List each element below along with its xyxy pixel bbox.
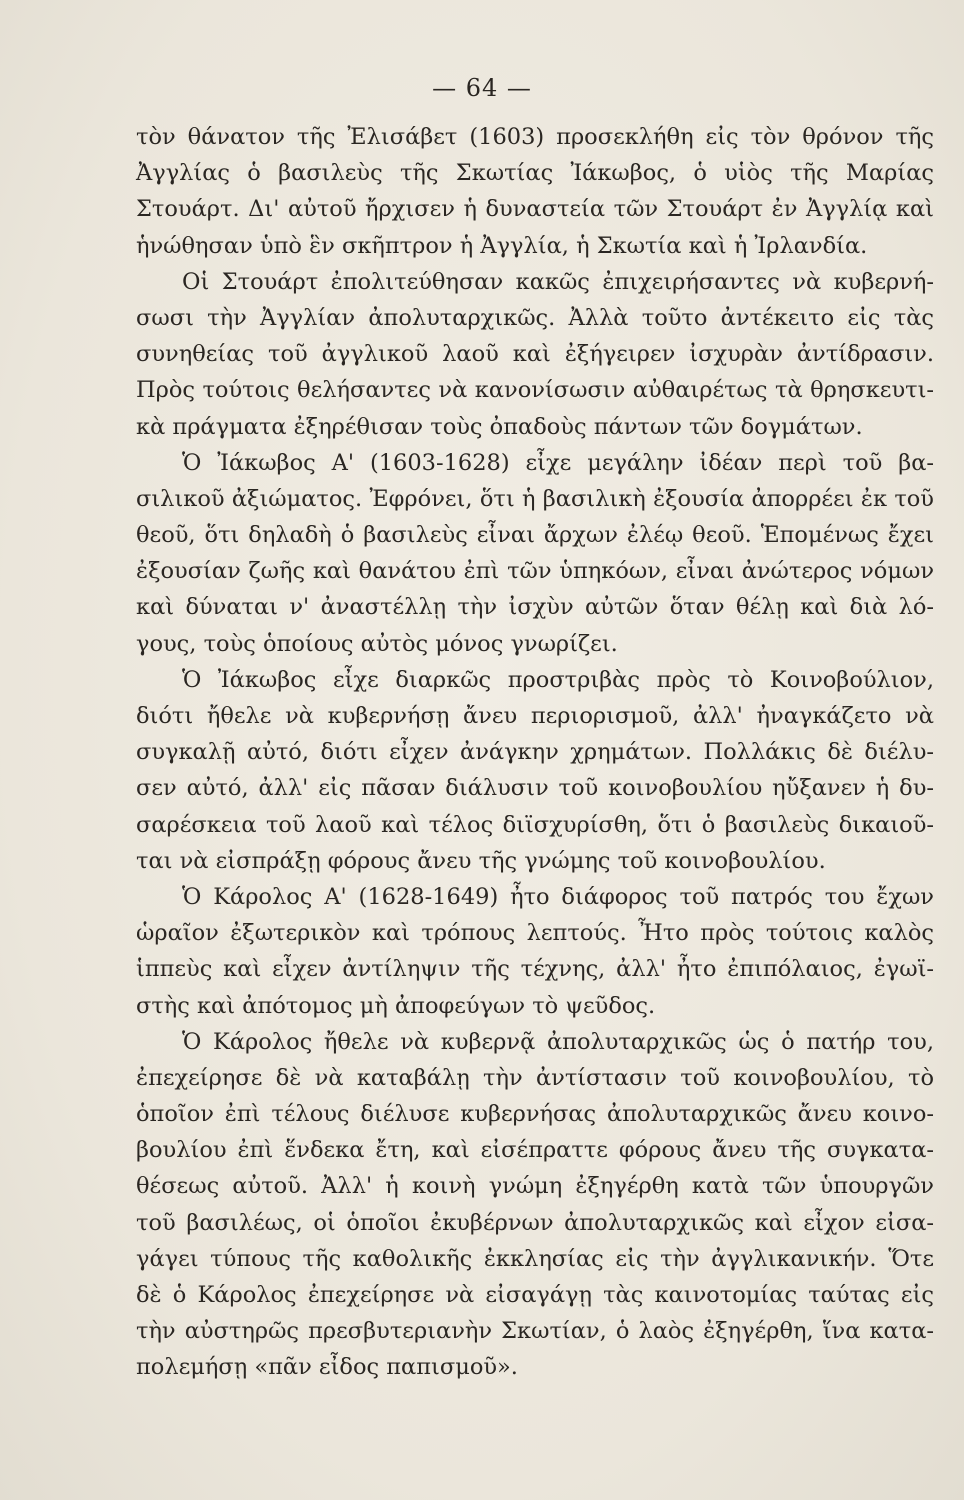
text-line: σωσι τὴν Ἀγγλίαν ἀπολυταρχικῶς. Ἀλλὰ τοῦτο ἀντέκειτο εἰς τὰς [136, 304, 934, 331]
text-line: σαρέσκεια τοῦ λαοῦ καὶ τέλος διϊσχυρίσθη, ὅτι ὁ βασιλεὺς δικαιοῦ- [136, 811, 934, 838]
text-line: γους, τοὺς ὁποίους αὐτὸς μόνος γνωρίζει. [136, 630, 618, 657]
text-line: δὲ ὁ Κάρολος ἐπεχείρησε νὰ εἰσαγάγῃ τὰς καινοτομίας ταύτας εἰς [136, 1282, 934, 1308]
body-text [136, 119, 934, 1386]
text-line: βουλίου ἐπὶ ἕνδεκα ἔτη, καὶ εἰσέπραττε φόρους ἄνευ τῆς συγκατα- [136, 1137, 934, 1164]
text-line: ἐξουσίαν ζωῆς καὶ θανάτου ἐπὶ τῶν ὑπηκόων, εἶναι ἀνώτερος νόμων [136, 558, 934, 585]
text-line: συνηθείας τοῦ ἀγγλικοῦ λαοῦ καὶ ἐξήγειρεν ἰσχυρὰν ἀντίδρασιν. [136, 341, 934, 368]
text-line: καὶ δύναται ν' ἀναστέλλῃ τὴν ἰσχὺν αὐτῶν ὅταν θέλῃ καὶ διὰ λό- [136, 594, 934, 621]
text-line: τὸν θάνατον τῆς Ἐλισάβετ (1603) προσεκλήθη εἰς τὸν θρόνον τῆς [136, 124, 934, 150]
text-line: Ὁ Ἰάκωβος εἶχε διαρκῶς προστριβὰς πρὸς τὸ Κοινοβούλιον, [182, 666, 934, 693]
text-line: τὴν αὐστηρῶς πρεσβυτεριανὴν Σκωτίαν, ὁ λαὸς ἐξηγέρθη, ἵνα κατα- [136, 1318, 934, 1345]
text-line: διότι ἤθελε νὰ κυβερνήσῃ ἄνευ περιορισμοῦ, ἀλλ' ἠναγκάζετο νὰ [136, 703, 934, 729]
text-line: ὡραῖον ἐξωτερικὸν καὶ τρόπους λεπτούς. Ἦτο πρὸς τούτοις καλὸς [136, 920, 934, 947]
text-line: Στουάρτ. Δι' αὐτοῦ ἤρχισεν ἡ δυναστεία τῶν Στουάρτ ἐν Ἀγγλίᾳ καὶ [136, 196, 934, 223]
text-line: Πρὸς τούτοις θελήσαντες νὰ κανονίσωσιν αὐθαιρέτως τὰ θρησκευτι- [136, 377, 934, 404]
text-line: θέσεως αὐτοῦ. Ἀλλ' ἡ κοινὴ γνώμη ἐξηγέρθη κατὰ τῶν ὑπουργῶν [136, 1173, 934, 1200]
text-line: κὰ πράγματα ἐξηρέθισαν τοὺς ὀπαδοὺς πάντων τῶν δογμάτων. [136, 413, 863, 440]
text-line: ἡνώθησαν ὑπὸ ἓν σκῆπτρον ἡ Ἀγγλία, ἡ Σκωτία καὶ ἡ Ἰρλανδία. [136, 232, 868, 259]
text-line: θεοῦ, ὅτι δηλαδὴ ὁ βασιλεὺς εἶναι ἄρχων ἐλέῳ θεοῦ. Ἑπομένως ἔχει [136, 522, 934, 549]
text-line: σιλικοῦ ἀξιώματος. Ἐφρόνει, ὅτι ἡ βασιλικὴ ἐξουσία ἀπορρέει ἐκ τοῦ [136, 485, 934, 512]
text-line: συγκαλῇ αὐτό, διότι εἶχεν ἀνάγκην χρημάτων. Πολλάκις δὲ διέλυ- [136, 739, 934, 766]
text-line: ται νὰ εἰσπράξῃ φόρους ἄνευ τῆς γνώμης τοῦ κοινοβουλίου. [136, 847, 826, 874]
text-line: Ὁ Κάρολος ἤθελε νὰ κυβερνᾷ ἀπολυταρχικῶς ὡς ὁ πατήρ του, [182, 1028, 934, 1055]
text-line: σεν αὐτό, ἀλλ' εἰς πᾶσαν διάλυσιν τοῦ κοινοβουλίου ηὔξανεν ἡ δυ- [136, 775, 934, 802]
text-line: τοῦ βασιλέως, οἱ ὁποῖοι ἐκυβέρνων ἀπολυταρχικῶς καὶ εἶχον εἰσα- [136, 1209, 934, 1236]
text-line: πολεμήσῃ «πᾶν εἶδος παπισμοῦ». [136, 1354, 518, 1381]
text-line: στὴς καὶ ἀπότομος μὴ ἀποφεύγων τὸ ψεῦδος. [136, 992, 656, 1019]
page-number: — 64 — [432, 74, 532, 102]
text-line: Ἀγγλίας ὁ βασιλεὺς τῆς Σκωτίας Ἰάκωβος, ὁ υἱὸς τῆς Μαρίας [136, 160, 934, 187]
text-line: Ὁ Ἰάκωβος Α' (1603-1628) εἶχε μεγάλην ἰδέαν περὶ τοῦ βα- [182, 449, 934, 476]
text-line: Οἱ Στουάρτ ἐπολιτεύθησαν κακῶς ἐπιχειρήσαντες νὰ κυβερνή- [182, 268, 934, 295]
text-line: ἐπεχείρησε δὲ νὰ καταβάλῃ τὴν ἀντίστασιν τοῦ κοινοβουλίου, τὸ [136, 1064, 934, 1091]
text-line: ὁποῖον ἐπὶ τέλους διέλυσε κυβερνήσας ἀπολυταρχικῶς ἄνευ κοινο- [136, 1101, 934, 1128]
text-line: ἱππεὺς καὶ εἶχεν ἀντίληψιν τῆς τέχνης, ἀλλ' ἦτο ἐπιπόλαιος, ἐγωϊ- [136, 956, 934, 983]
text-line: γάγει τύπους τῆς καθολικῆς ἐκκλησίας εἰς τὴν ἀγγλικανικήν. Ὅτε [136, 1245, 934, 1272]
text-line: Ὁ Κάρολος Α' (1628-1649) ἦτο διάφορος τοῦ πατρός του ἔχων [182, 883, 934, 910]
